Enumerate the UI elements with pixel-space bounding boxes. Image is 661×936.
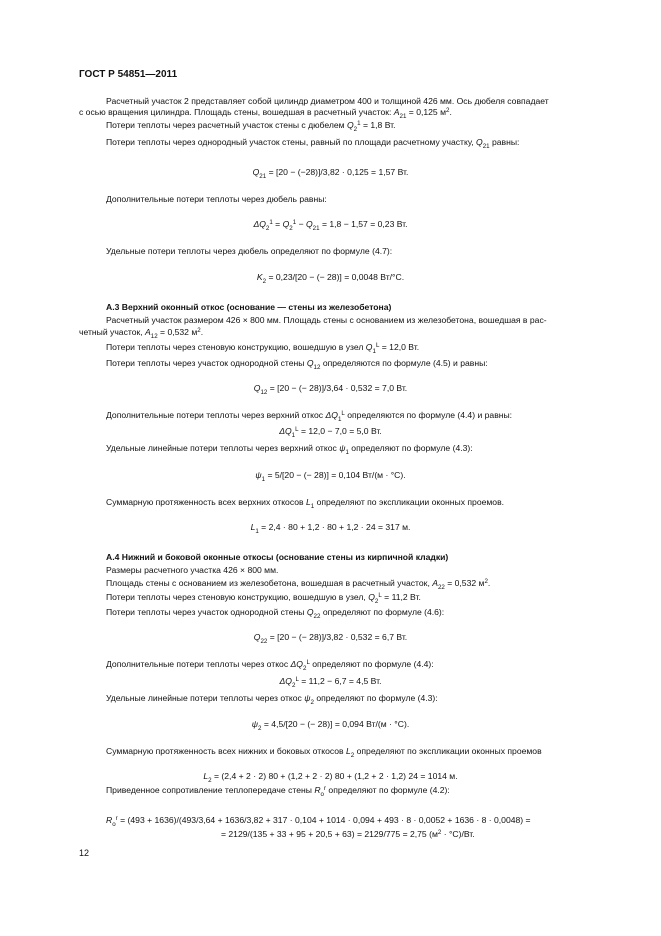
formula: $L_1 = 2,4 \cdot 80 + 1,2 \cdot 80 + 1,2 \cdot 24 = 317$ м. <box>250 522 411 535</box>
paragraph-line: Удельные линейные потери теплоты через верхний откос $\psi_1$ определяют по формуле (4.3): <box>106 443 473 456</box>
formula: $\psi_1 = 5/[20$ − (− 28)] = 0,104 Вт/(м · °С). <box>255 470 406 483</box>
formula: $\Delta Q_2^L = 11,2 - 6,7 = 4,5$ Вт. <box>279 675 382 689</box>
paragraph-line: Потери теплоты через стеновую конструкцию, вошедшую в узел $Q_1^L = 12,0$ Вт. <box>106 341 420 355</box>
paragraph-line: Приведенное сопротивление теплопередаче стены $R_o^r$ определяют по формуле (4.2): <box>106 784 450 798</box>
formula: $\Delta Q_1^L = 12,0 - 7,0 = 5,0$ Вт. <box>279 425 382 439</box>
paragraph-line: Размеры расчетного участка 426 × 800 мм. <box>106 565 279 575</box>
paragraph-line: Дополнительные потери теплоты через верхний откос $\Delta Q_1^L$ определяются по формуле (4.4) и равны: <box>106 409 513 423</box>
formula: $L_2 = (2,4 + 2 \cdot 2) 80 + (1,2 + 2 \cdot 2) 80 + (1,2 + 2 \cdot 1,2) 24 = 1014$ м. <box>203 771 458 784</box>
paragraph-line: четный участок, $A_{12} = 0,532$ $м^2$. <box>79 326 204 340</box>
paragraph-line: Удельные потери теплоты через дюбель определяют по формуле (4.7): <box>106 246 393 256</box>
formula: = 2129/(135 + 33 + 95 + 20,5 + 63) = 2129/775 = 2,75 $(м^2 \cdot ^\circ С)/Вт$. <box>221 828 475 839</box>
formula: $Q_{12} = [20$ − (− 28)]/3,64 · 0,532 = 7,0 Вт. <box>253 383 408 396</box>
section-heading: А.3 Верхний оконный откос (основание — стены из железобетона) <box>106 302 392 312</box>
paragraph-line: с осью вращения цилиндра. Площадь стены, вошедшая в расчетный участок: $A_{21} = 0,125$ $м^2$. <box>79 106 452 120</box>
paragraph-line: Потери теплоты через расчетный участок стены с дюбелем $Q_2^1 = 1,8$ Вт. <box>106 119 396 133</box>
paragraph-line: Потери теплоты через участок однородной стены $Q_{22}$ определяют по формуле (4.6): <box>106 607 445 620</box>
paragraph-line: Удельные линейные потери теплоты через откос $\psi_2$ определяют по формуле (4.3): <box>106 693 438 706</box>
formula: $Q_{21} = [20 - (-28)]/3,82 \cdot 0,125 = 1,57$ Вт. <box>252 167 409 180</box>
page-header: ГОСТ Р 54851—2011 <box>79 69 178 80</box>
paragraph-line: Дополнительные потери теплоты через откос $\Delta Q_2^L$ определяют по формуле (4.4): <box>106 658 434 672</box>
paragraph-line: Площадь стены с основанием из железобетона, вошедшая в расчетный участок, $A_{22} = 0,532$ $м^2$. <box>106 577 491 591</box>
paragraph-line: Расчетный участок 2 представляет собой цилиндр диаметром 400 и толщиной 426 мм. Ось дюбеля совпадает <box>106 96 549 106</box>
paragraph-line: Потери теплоты через участок однородной стены $Q_{12}$ определяются по формуле (4.5) и равны: <box>106 358 488 371</box>
formula: $K_2 = 0,23/[20$ − (− 28)] = 0,0048 Вт/°С. <box>256 272 405 285</box>
paragraph-line: Потери теплоты через однородный участок стены, равный по площади расчетному участку, $Q_{21}$ равны: <box>106 137 520 150</box>
formula: $R_o^r = (493 + 1636)/(493/3,64 + 1636/3,82 + 317 \cdot 0,104 + 1014 \cdot 0,094 + 493 \cdot 8 \cdot 0,0052 + 1636 \cdot 8 \cdot 0,0048)$ = <box>106 814 531 828</box>
paragraph-line: Расчетный участок размером 426 × 800 мм. Площадь стены с основанием из железобетона, вошедшая в рас- <box>106 315 547 325</box>
formula: $\Delta Q_2^1 = Q_2^1 - Q_{21} = 1,8 - 1,57 = 0,23$ Вт. <box>253 218 408 232</box>
paragraph-line: Потери теплоты через стеновую конструкцию, вошедшую в узел, $Q_2^L = 11,2$ Вт. <box>106 591 421 605</box>
page-number: 12 <box>79 848 90 858</box>
paragraph-line: Суммарную протяженность всех нижних и боковых откосов $L_2$ определяют по экспликации оконных проемов <box>106 746 542 759</box>
section-heading: А.4 Нижний и боковой оконные откосы (основание стены из кирпичной кладки) <box>106 552 449 562</box>
formula: $\psi_2 = 4,5/[20$ − (− 28)] = 0,094 Вт/(м · °С). <box>251 719 410 732</box>
paragraph-line: Суммарную протяженность всех верхних откосов $L_1$ определяют по экспликации оконных проемов. <box>106 497 505 510</box>
paragraph-line: Дополнительные потери теплоты через дюбель равны: <box>106 194 327 204</box>
formula: $Q_{22} = [20$ − (− 28)]/3,82 · 0,532 = 6,7 Вт. <box>253 632 408 645</box>
